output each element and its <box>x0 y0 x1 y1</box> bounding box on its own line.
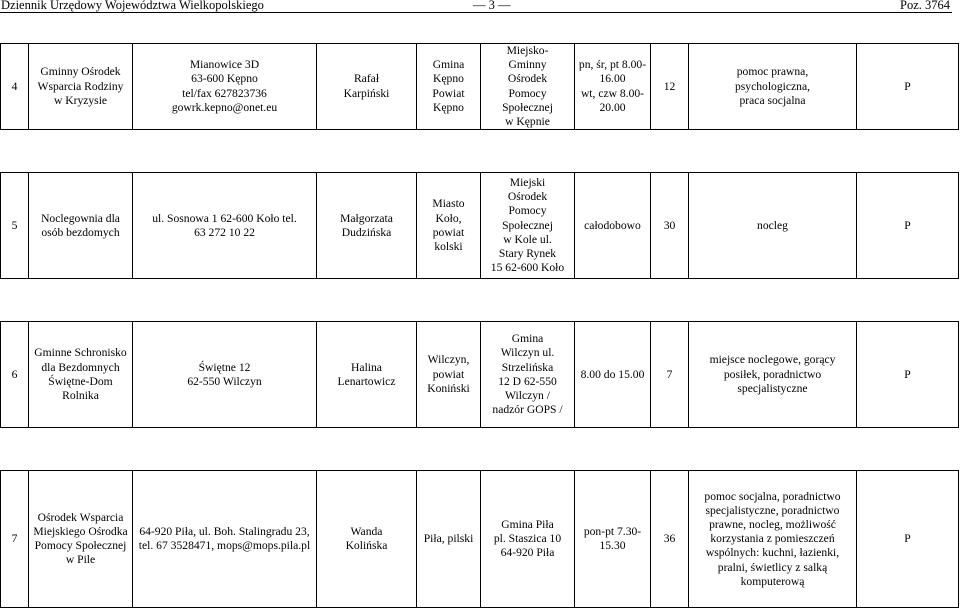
facility-manager: Rafał Karpiński <box>317 44 417 130</box>
facility-name: Ośrodek Wsparcia Miejskiego Ośrodka Pomocy Społecznej w Pile <box>29 471 133 608</box>
page-number: — 3 — <box>473 0 511 12</box>
facility-address: Mianowice 3D 63-600 Kępno tel/fax 627823736 gowrk.kepno@onet.eu <box>133 44 317 130</box>
facility-address: ul. Sosnowa 1 62-600 Koło tel. 63 272 10 22 <box>133 173 317 279</box>
header-rule <box>0 12 952 13</box>
facility-location: Piła, pilski <box>417 471 481 608</box>
facility-operator: Miejski Ośrodek Pomocy Społecznej w Kole ul. Stary Rynek 15 62-600 Koło <box>481 173 575 279</box>
places-count: 7 <box>651 322 689 428</box>
table-row <box>1 173 959 279</box>
facility-location: Miasto Koło, powiat kolski <box>417 173 481 279</box>
facility-name: Gminne Schronisko dla Bezdomnych Świętne-Dom Rolnika <box>29 322 133 428</box>
table-row <box>1 322 959 428</box>
services: pomoc socjalna, poradnictwo specjalistyczne, poradnictwo prawne, nocleg, możliwość korzystania z pomieszczeń wspólnych: kuchni, łazienki, pralni, świetlicy z salką komputerową <box>689 471 857 608</box>
row-number: 7 <box>1 471 29 608</box>
row-number: 5 <box>1 173 29 279</box>
facility-manager: Halina Lenartowicz <box>317 322 417 428</box>
services: nocleg <box>689 173 857 279</box>
table-row <box>1 471 959 608</box>
facility-address: 64-920 Piła, ul. Boh. Stalingradu 23, tel. 67 3528471, mops@mops.pila.pl <box>133 471 317 608</box>
facility-manager: Małgorzata Dudzińska <box>317 173 417 279</box>
facility-operator: Gmina Piła pl. Staszica 10 64-920 Piła <box>481 471 575 608</box>
row-gap <box>1 428 959 471</box>
row-number: 4 <box>1 44 29 130</box>
facility-name: Noclegownia dla osób bezdomych <box>29 173 133 279</box>
facility-location: Wilczyn, powiat Koniński <box>417 322 481 428</box>
facility-operator: Miejsko- Gminny Ośrodek Pomocy Społecznej w Kępnie <box>481 44 575 130</box>
page-header <box>0 0 960 13</box>
type-code: P <box>857 471 959 608</box>
position-number: Poz. 3764 <box>900 0 950 12</box>
services: pomoc prawna, psychologiczna, praca socjalna <box>689 44 857 130</box>
table-row <box>1 44 959 130</box>
type-code: P <box>857 322 959 428</box>
facilities-table <box>0 43 959 608</box>
journal-title: Dziennik Urzędowy Województwa Wielkopolskiego <box>1 0 264 12</box>
places-count: 12 <box>651 44 689 130</box>
opening-hours: pon-pt 7.30- 15.30 <box>575 471 651 608</box>
facility-location: Gmina Kępno Powiat Kępno <box>417 44 481 130</box>
facility-address: Świętne 12 62-550 Wilczyn <box>133 322 317 428</box>
type-code: P <box>857 173 959 279</box>
services: miejsce noclegowe, gorący posiłek, poradnictwo specjalistyczne <box>689 322 857 428</box>
facility-operator: Gmina Wilczyn ul. Strzelińska 12 D 62-550 Wilczyn / nadzór GOPS / <box>481 322 575 428</box>
facility-manager: Wanda Kolińska <box>317 471 417 608</box>
facility-name: Gminny Ośrodek Wsparcia Rodziny w Kryzysie <box>29 44 133 130</box>
places-count: 36 <box>651 471 689 608</box>
opening-hours: pn, śr, pt 8.00- 16.00 wt, czw 8.00- 20.00 <box>575 44 651 130</box>
row-number: 6 <box>1 322 29 428</box>
row-gap <box>1 130 959 173</box>
row-gap <box>1 279 959 322</box>
opening-hours: całodobowo <box>575 173 651 279</box>
places-count: 30 <box>651 173 689 279</box>
opening-hours: 8.00 do 15.00 <box>575 322 651 428</box>
type-code: P <box>857 44 959 130</box>
